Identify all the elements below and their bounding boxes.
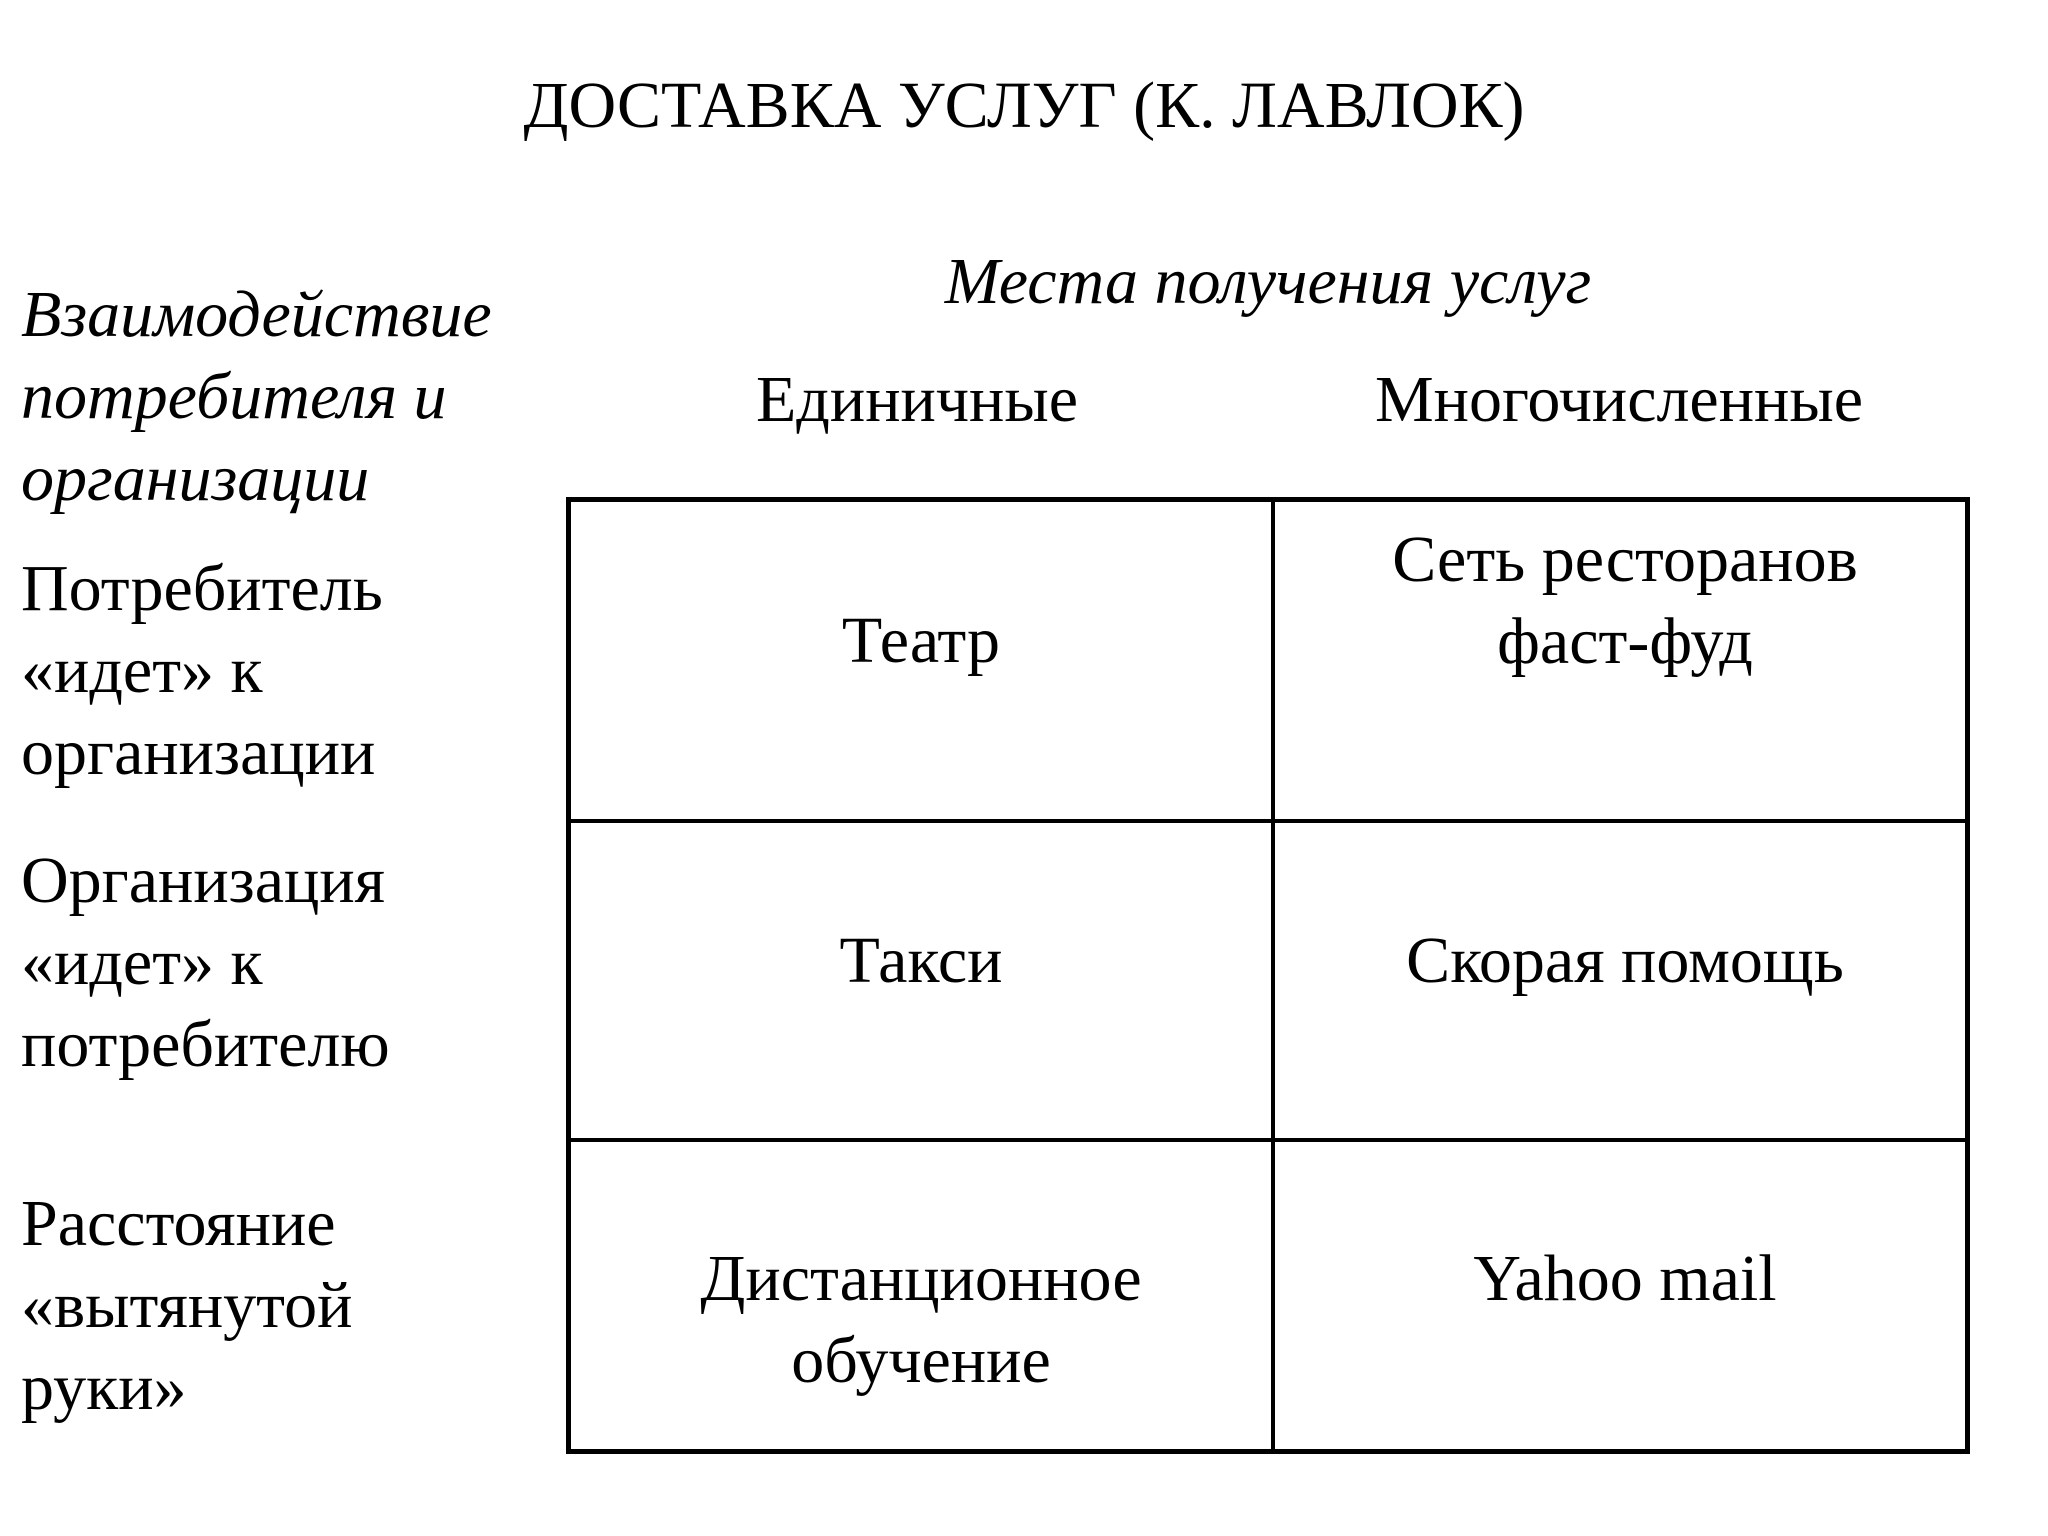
interaction-header-line: организации	[21, 442, 370, 515]
cell-taxi	[571, 920, 1271, 1002]
cell-yahoo-mail	[1275, 1238, 1975, 1320]
matrix-row-divider	[571, 819, 1965, 823]
row-label-line: Расстояние	[21, 1187, 336, 1260]
cell-line: Дистанционное	[700, 1242, 1142, 1315]
row-label-org-to-customer	[21, 840, 561, 1086]
cell-line: обучение	[791, 1324, 1051, 1397]
cell-distance-learning	[571, 1238, 1271, 1402]
cell-fast-food-chain	[1275, 519, 1975, 683]
interaction-header-line: Взаимодействие	[21, 278, 492, 351]
row-label-line: «идет» к	[21, 634, 263, 707]
row-label-line: потребителю	[21, 1008, 390, 1081]
cell-theater	[571, 600, 1271, 682]
cell-line: фаст-фуд	[1497, 605, 1753, 678]
column-header-single: Единичные	[755, 363, 1078, 436]
delivery-matrix	[566, 497, 1970, 1454]
row-label-line: организации	[21, 716, 376, 789]
row-label-line: Потребитель	[21, 552, 383, 625]
cell-line: Театр	[841, 604, 1001, 677]
row-label-line: «идет» к	[21, 926, 263, 999]
page-title: ДОСТАВКА УСЛУГ (К. ЛАВЛОК)	[523, 69, 1525, 142]
row-label-line: «вытянутой	[21, 1269, 353, 1342]
interaction-header-line: потребителя и	[21, 360, 447, 433]
cell-line: Такси	[839, 924, 1003, 997]
matrix-row-divider	[571, 1138, 1965, 1142]
row-label-arms-length	[21, 1183, 561, 1429]
row-label-line: руки»	[21, 1351, 187, 1424]
cell-ambulance	[1275, 920, 1975, 1002]
column-header-multiple: Многочисленные	[1374, 363, 1864, 436]
places-header: Места получения услуг	[944, 245, 1592, 318]
cell-line: Скорая помощь	[1406, 924, 1844, 997]
cell-line: Yahoo mail	[1473, 1242, 1777, 1315]
row-label-line: Организация	[21, 844, 386, 917]
interaction-header	[21, 274, 561, 520]
row-label-customer-to-org	[21, 548, 561, 794]
cell-line: Сеть ресторанов	[1392, 523, 1858, 596]
